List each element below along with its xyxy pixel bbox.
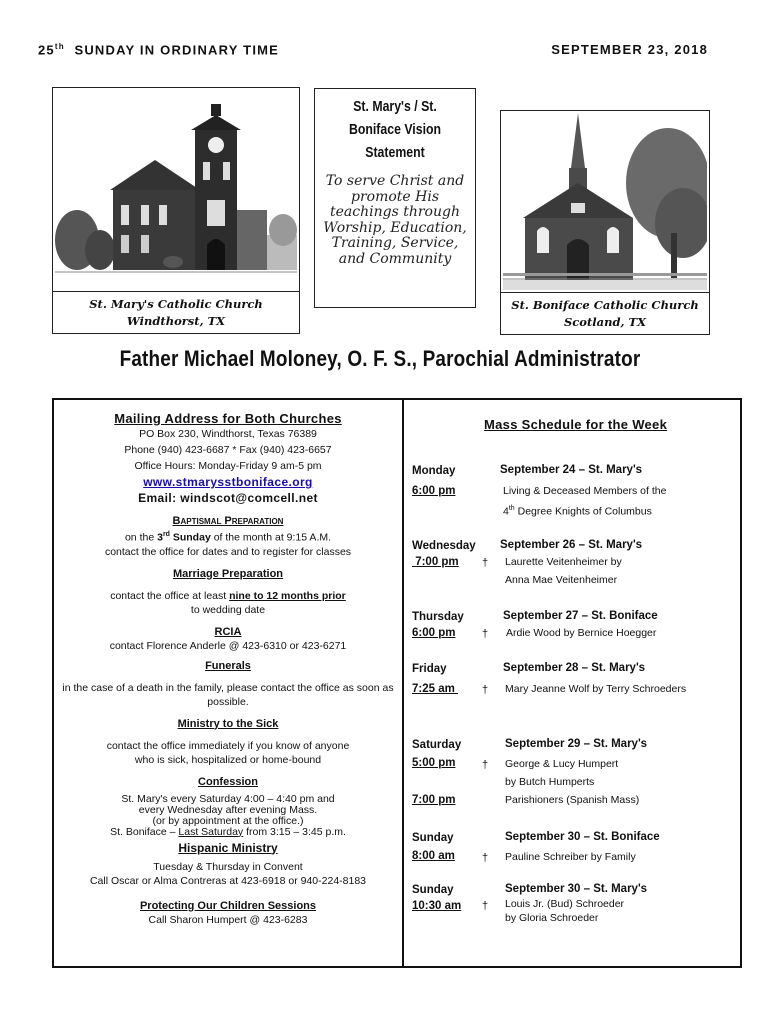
vision-statement-box [314,88,476,308]
cross-symbol: † [482,900,489,912]
marriage-line-1: contact the office at least nine to 12 months prior [110,589,346,602]
cross-symbol: † [482,557,489,569]
st-marys-photo-box [52,87,300,334]
website-link[interactable]: www.stmarysstboniface.org [143,475,313,489]
friday-day: Friday 7:25 am [412,663,459,695]
vision-text: To serve Christ and promote His teachings through Worship, Education, Training, Service, and Community [323,173,467,267]
monday-intention: Living & Deceased Members of the 4th Degree Knights of Columbus [503,485,667,518]
sick-line-1: contact the office immediately if you know of anyone [106,739,350,752]
bulletin-week-title: 25th SUNDAY IN ORDINARY TIME [38,42,280,58]
st-marys-caption-name: St. Mary's Catholic Church [89,297,263,311]
cross-symbol: † [482,759,489,771]
wednesday-intention: Laurette Veitenheimer by Anna Mae Veitenheimer [505,556,622,586]
saturday-second-time: 7:00 pm [412,794,456,806]
st-boniface-caption-name: St. Boniface Catholic Church [511,298,699,312]
saturday-heading: September 29 – St. Mary's [505,738,648,750]
bulletin-date: SEPTEMBER 23, 2018 [551,42,708,57]
confession-line-1: St. Mary's every Saturday 4:00 – 4:40 pm and [121,792,335,805]
sunday-marys-intention: Louis Jr. (Bud) Schroeder by Gloria Schroeder [505,898,625,924]
cross-symbol: † [482,684,489,696]
marriage-heading: Marriage Preparation [172,567,284,580]
sunday-marys-heading: September 30 – St. Mary's [505,883,648,895]
saturday-day: Saturday 5:00 pm [412,739,462,769]
st-marys-church-image [55,90,297,289]
sunday-boniface-day: Sunday 8:00 am [412,832,455,862]
thursday-intention: Ardie Wood by Bernice Hoegger [506,627,657,639]
info-table [52,398,742,968]
hispanic-line-2: Call Oscar or Alma Contreras at 423-6918 or 940-224-8183 [89,874,367,887]
sick-line-2: who is sick, hospitalized or home-bound [134,753,322,766]
funerals-text: in the case of a death in the family, please contact the office as soon as possible. [62,681,394,708]
protecting-children-line: Call Sharon Humpert @ 423-6283 [148,913,308,926]
vision-title: St. Mary's / St. Boniface Vision Statement [348,98,442,161]
monday-day: Monday 6:00 pm [412,465,456,497]
rcia-heading: RCIA [214,625,242,638]
friday-intention: Mary Jeanne Wolf by Terry Schroeders [505,683,687,695]
sunday-boniface-intention: Pauline Schreiber by Family [505,851,636,863]
wednesday-day: Wednesday 7:00 pm [412,540,476,568]
parish-info-column [54,412,402,927]
monday-heading: September 24 – St. Mary's [500,464,643,476]
baptismal-line-1: on the 3rd Sunday of the month at 9:15 A.M. [124,531,332,544]
thursday-heading: September 27 – St. Boniface [503,610,658,622]
cross-symbol: † [482,852,489,864]
page-title: Father Michael Moloney, O. F. S., Parochial Administrator [119,346,641,371]
baptismal-line-2: contact the office for dates and to register for classes [104,545,352,558]
baptismal-heading: Baptismal Preparation [172,515,284,527]
protecting-children-heading: Protecting Our Children Sessions [139,899,317,912]
marriage-line-2: to wedding date [190,603,266,616]
st-boniface-photo-box [500,110,710,335]
confession-line-3: (or by appointment at the office.) [152,814,304,827]
st-marys-caption-location: Windthorst, TX [126,314,226,328]
phone-fax: Phone (940) 423-6687 * Fax (940) 423-6657 [124,444,332,456]
hispanic-ministry-heading: Hispanic Ministry [178,840,278,855]
mailing-heading: Mailing Address for Both Churches [114,411,342,426]
sunday-marys-day: Sunday 10:30 am [412,884,462,912]
sick-ministry-heading: Ministry to the Sick [177,717,279,730]
funerals-heading: Funerals [205,659,251,672]
wednesday-heading: September 26 – St. Mary's [500,539,643,551]
office-hours: Office Hours: Monday-Friday 9 am-5 pm [134,460,322,472]
hispanic-line-1: Tuesday & Thursday in Convent [153,860,303,873]
cross-symbol: † [482,628,489,640]
st-boniface-church-image [503,113,707,290]
confession-line-2: every Wednesday after evening Mass. [138,803,318,816]
thursday-day: Thursday 6:00 pm [412,611,464,639]
confession-line-4: St. Boniface – Last Saturday from 3:15 – 3:45 p.m. [110,825,346,838]
st-marys-caption [53,291,299,333]
rcia-line: contact Florence Anderle @ 423-6310 or 423-6271 [109,639,347,652]
column-divider [402,400,404,966]
mass-schedule-heading: Mass Schedule for the Week [484,417,668,432]
saturday-intention: George & Lucy Humpert by Butch Humperts Parishioners (Spanish Mass) [505,758,640,806]
friday-heading: September 28 – St. Mary's [503,662,646,674]
st-boniface-caption [501,292,709,334]
st-boniface-caption-location: Scotland, TX [564,315,646,329]
sunday-boniface-heading: September 30 – St. Boniface [505,831,660,843]
email-address[interactable]: Email: windscot@comcell.net [138,491,318,505]
confession-heading: Confession [198,775,258,788]
po-box: PO Box 230, Windthorst, Texas 76389 [139,428,317,440]
